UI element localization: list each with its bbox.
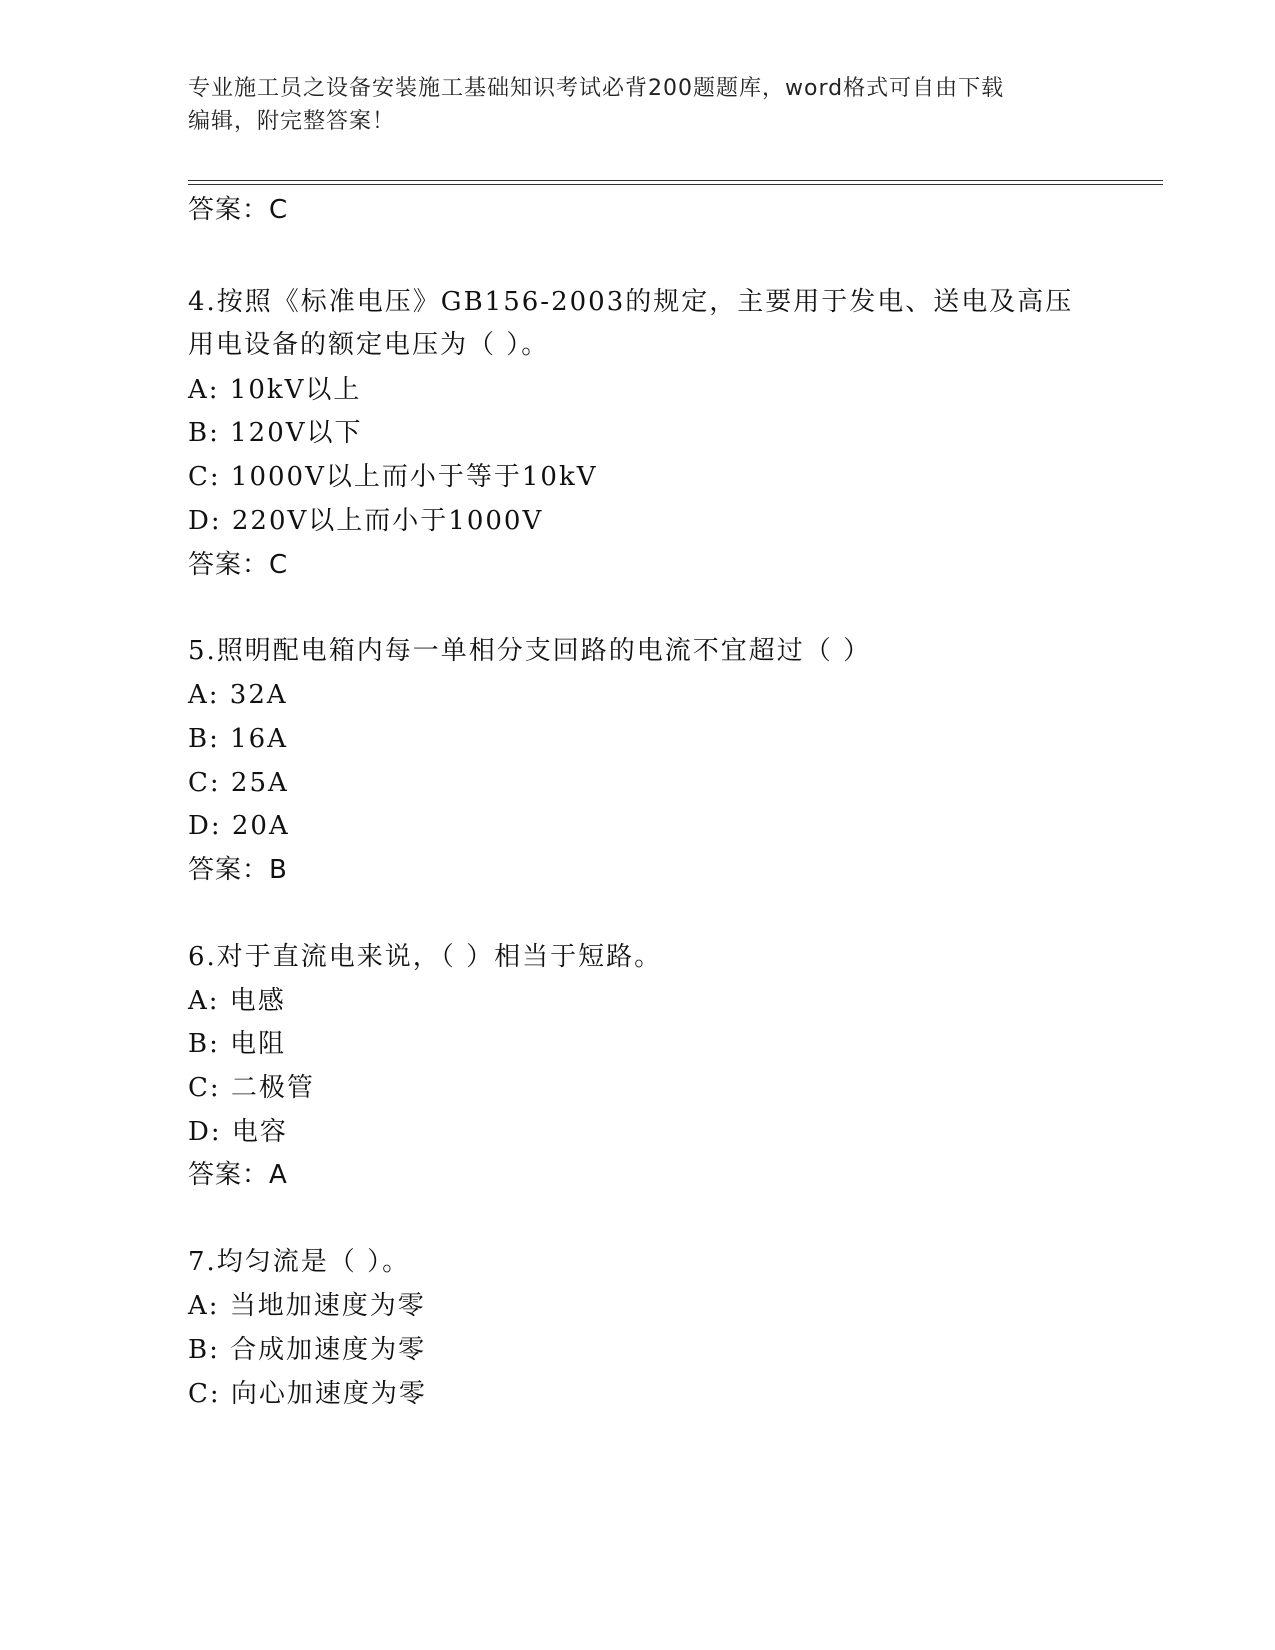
q5-answer: 答案：B — [188, 855, 288, 885]
q5-option-c: C: 25A — [188, 768, 289, 798]
q7-option-c: C: 向心加速度为零 — [188, 1379, 427, 1409]
q6-stem: 6.对于直流电来说，（ ）相当于短路。 — [188, 942, 663, 972]
header-divider-bottom — [188, 184, 1163, 185]
q6-answer: 答案：A — [188, 1160, 288, 1190]
q7-option-a: A: 当地加速度为零 — [188, 1291, 426, 1321]
q5-option-a: A: 32A — [188, 680, 288, 710]
q4-option-a: A: 10kV以上 — [188, 375, 362, 405]
q6-option-b: B: 电阻 — [188, 1029, 287, 1059]
q6-option-c: C: 二极管 — [188, 1073, 315, 1103]
document-header — [188, 72, 1088, 138]
header-divider-top — [188, 180, 1163, 181]
previous-answer: 答案：C — [188, 195, 289, 225]
q4-option-b: B: 120V以下 — [188, 418, 363, 448]
q7-stem: 7.均匀流是（ ）。 — [188, 1247, 411, 1277]
q6-option-a: A: 电感 — [188, 986, 286, 1016]
q4-option-c: C: 1000V以上而小于等于10kV — [188, 462, 598, 492]
q6-option-d: D: 电容 — [188, 1117, 288, 1147]
q4-answer: 答案：C — [188, 550, 289, 580]
header-line-1: 专业施工员之设备安装施工基础知识考试必背200题题库，word格式可自由下载 — [188, 76, 1005, 101]
q5-stem: 5.照明配电箱内每一单相分支回路的电流不宜超过（ ） — [188, 636, 872, 666]
q7-option-b: B: 合成加速度为零 — [188, 1335, 427, 1365]
q4-stem-line-2: 用电设备的额定电压为（ ）。 — [188, 330, 550, 360]
q5-option-b: B: 16A — [188, 724, 288, 754]
q4-stem-line-1: 4.按照《标准电压》GB156-2003的规定，主要用于发电、送电及高压 — [188, 287, 1074, 317]
header-line-2: 编辑，附完整答案！ — [188, 109, 396, 134]
q5-option-d: D: 20A — [188, 811, 290, 841]
q4-option-d: D: 220V以上而小于1000V — [188, 506, 544, 536]
